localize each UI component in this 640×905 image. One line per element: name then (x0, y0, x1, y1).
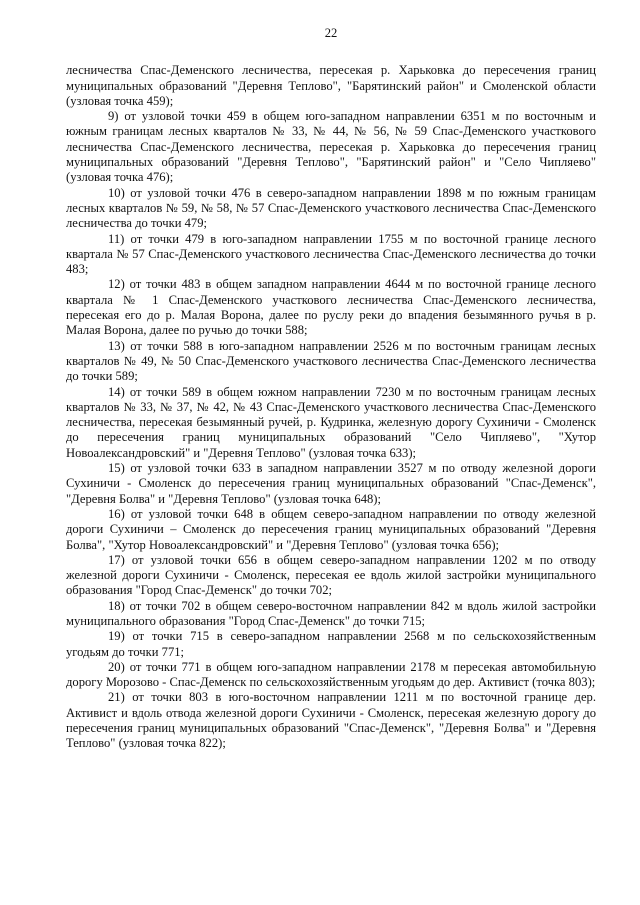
paragraph-continuation: лесничества Спас-Деменского лесничества, пересекая р. Харьковка до пересечения границ муниципальных образований "Деревня Теплово", "Барятинский район" и Смоленской области (узловая точка 459); (66, 63, 596, 108)
paragraph-item-19: 19) от точки 715 в северо-западном направлении 2568 м по сельскохозяйственным угодьям до точки 771; (66, 629, 596, 659)
paragraph-item-13: 13) от точки 588 в юго-западном направлении 2526 м по восточным границам лесных кварталов № 49, № 50 Спас-Деменского участкового лесничества Спас-Деменского лесничества до точки 589; (66, 338, 596, 384)
paragraph-item-9: 9) от узловой точки 459 в общем юго-западном направлении 6351 м по восточным и южным границам лесных кварталов № 33, № 44, № 56, № 59 Спас-Деменского участкового лесничества Спас-Деменского лесничества, пересекая р. Харьковка до пересечения границ муниципальных образований "Деревня Теплово", "Барятинский район" и "Село Чипляево" (узловая точка 476); (66, 109, 596, 185)
paragraph-item-16: 16) от узловой точки 648 в общем северо-западном направлении по отводу железной дороги Сухиничи – Смоленск до пересечения границ муниципальных образований "Деревня Болва", "Хутор Новоалександровский" и "Деревня Теплово" (узловая точка 656); (66, 506, 596, 552)
paragraph-item-21: 21) от точки 803 в юго-восточном направлении 1211 м по восточной границе дер. Активист и вдоль отвода железной дороги Сухиничи - Смоленск, пересекая железную дорогу до пересечения границ муниципальных образований "Спас-Деменск", "Деревня Болва" и "Деревня Теплово" (узловая точка 822); (66, 690, 596, 751)
paragraph-item-18: 18) от точки 702 в общем северо-восточном направлении 842 м вдоль жилой застройки муниципального образования "Город Спас-Деменск" до точки 715; (66, 598, 596, 628)
paragraph-item-12: 12) от точки 483 в общем западном направлении 4644 м по восточной границе лесного квартала № 1 Спас-Деменского участкового лесничества Спас-Деменского лесничества, пересекая его до р. Малая Ворона, далее по руслу реки до впадения безымянного ручья в р. Малая Ворона, далее по ручью до точки 588; (66, 277, 596, 338)
paragraph-item-11: 11) от точки 479 в юго-западном направлении 1755 м по восточной границе лесного квартала № 57 Спас-Деменского участкового лесничества Спас-Деменского лесничества до точки 483; (66, 231, 596, 277)
paragraph-item-15: 15) от узловой точки 633 в западном направлении 3527 м по отводу железной дороги Сухиничи - Смоленск до пересечения границ муниципальных образований "Спас-Деменск", "Деревня Болва" и "Деревня Теплово" (узловая точка 648); (66, 461, 596, 506)
paragraph-item-17: 17) от узловой точки 656 в общем северо-западном направлении 1202 м по отводу железной дороги Сухиничи - Смоленск, пересекая ее вдоль жилой застройки муниципального образования "Город Спас-Деменск" до точки 702; (66, 552, 596, 598)
paragraph-item-20: 20) от точки 771 в общем юго-западном направлении 2178 м пересекая автомобильную дорогу Морозово - Спас-Деменск по сельскохозяйственным угодьям до дер. Активист (точка 803); (66, 659, 596, 690)
paragraph-item-10: 10) от узловой точки 476 в северо-западном направлении 1898 м по южным границам лесных кварталов № 59, № 58, № 57 Спас-Деменского участкового лесничества Спас-Деменского лесничества до точки 479; (66, 185, 596, 231)
paragraph-item-14: 14) от точки 589 в общем южном направлении 7230 м по восточным границам лесных кварталов № 33, № 37, № 42, № 43 Спас-Деменского участкового лесничества Спас-Деменского лесничества, пересекая безымянный ручей, р. Кудринка, железную дорогу Сухиничи - Смоленск до пересечения границ муниципальных образований "Село Чипляево", "Хутор Новоалександровский" и "Деревня Теплово" (узловая точка 633); (66, 384, 596, 460)
page-number: 22 (324, 26, 338, 40)
